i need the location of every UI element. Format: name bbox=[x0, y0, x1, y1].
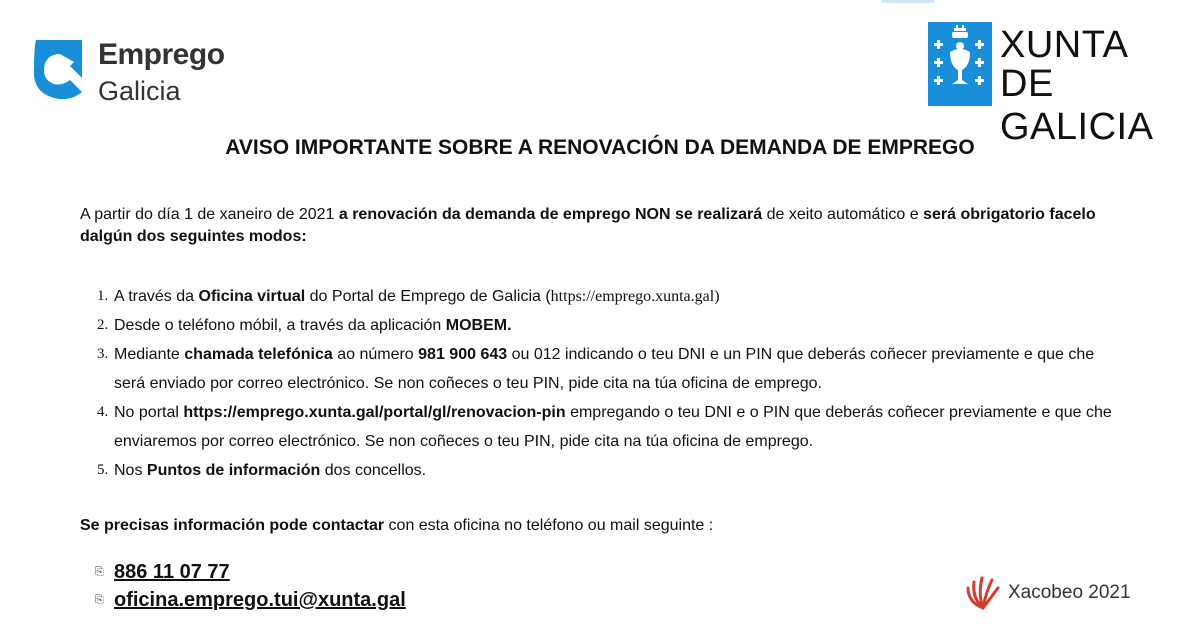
list-item bbox=[80, 311, 1120, 340]
xunta-logo-line2: DE GALICIA bbox=[1000, 63, 1154, 148]
bullet-icon: ⎘ bbox=[95, 566, 104, 578]
list-item-text: empregando o teu DNI e o PIN que deberás coñecer previamente e que che enviaremos por correo electrónico. Se non coñeces o teu PIN, pide cita na túa oficina de emprego. bbox=[114, 404, 1112, 450]
list-item bbox=[80, 282, 1120, 311]
puntos-informacion-label: Puntos de información bbox=[146, 462, 321, 479]
list-item-text: ao número bbox=[332, 346, 419, 363]
list-item bbox=[80, 558, 406, 586]
page-title: AVISO IMPORTANTE SOBRE A RENOVACIÓN DA DEMANDA DE EMPREGO bbox=[225, 136, 975, 159]
list-item-number: 3. bbox=[97, 346, 109, 362]
contact-text: con esta oficina no teléfono ou mail seguinte : bbox=[384, 517, 714, 534]
mobem-app-label: MOBEM. bbox=[445, 317, 512, 334]
intro-text-1: A partir do día 1 de xaneiro de 2021 bbox=[80, 206, 339, 223]
xunta-shield-icon bbox=[928, 22, 992, 106]
xacobeo-logo-text: Xacobeo 2021 bbox=[1008, 582, 1131, 603]
oficina-virtual-label: Oficina virtual bbox=[198, 288, 306, 305]
xacobeo-shell-icon bbox=[964, 574, 1002, 612]
emprego-galicia-logo bbox=[30, 34, 270, 114]
list-item-text: do Portal de Emprego de Galicia ( bbox=[305, 288, 551, 305]
list-item bbox=[80, 586, 406, 614]
list-item-text: dos concellos. bbox=[320, 462, 427, 479]
contact-list bbox=[80, 558, 406, 614]
bullet-icon: ⎘ bbox=[95, 594, 104, 606]
list-item-text: A través da bbox=[114, 288, 199, 305]
list-item-text: ou 012 indicando o teu DNI e un PIN que deberás coñecer previamente e que che será enviado por correo electrónico. Se non coñeces o teu PIN, pide cita na túa oficina de emprego. bbox=[114, 346, 1095, 392]
intro-bold-1: a renovación da demanda de emprego NON se realizará bbox=[338, 206, 763, 223]
list-item-number: 4. bbox=[97, 404, 109, 420]
emprego-logo-line1: Emprego bbox=[98, 38, 225, 71]
portal-url[interactable]: https://emprego.xunta.gal) bbox=[550, 288, 720, 305]
emprego-logo-line2: Galicia bbox=[98, 76, 181, 106]
list-item bbox=[80, 340, 1120, 398]
intro-bold-2: será obrigatorio facelo dalgún dos seguintes modos: bbox=[80, 206, 1096, 245]
list-item bbox=[80, 456, 1120, 485]
renovacion-pin-url[interactable]: https://emprego.xunta.gal/portal/gl/renovacion-pin bbox=[183, 404, 566, 421]
intro-text-2: de xeito automático e bbox=[762, 206, 924, 223]
emprego-logo-mark-icon bbox=[30, 36, 88, 102]
xacobeo-logo bbox=[964, 574, 1164, 614]
list-item-text: Nos bbox=[114, 462, 147, 479]
contact-bold: Se precisas información pode contactar bbox=[80, 517, 385, 534]
list-item-text: No portal bbox=[114, 404, 184, 421]
list-item-text: Desde o teléfono móbil, a través da aplicación bbox=[114, 317, 446, 334]
contact-paragraph bbox=[80, 517, 713, 535]
list-item-text: Mediante bbox=[114, 346, 185, 363]
top-strip bbox=[882, 0, 934, 3]
list-item-number: 1. bbox=[97, 288, 109, 304]
phone-link[interactable]: 886 11 07 77 bbox=[114, 561, 230, 583]
list-item bbox=[80, 398, 1120, 456]
email-link[interactable]: oficina.emprego.tui@xunta.gal bbox=[114, 589, 406, 611]
phone-call-label: chamada telefónica bbox=[184, 346, 333, 363]
intro-paragraph bbox=[80, 204, 1120, 248]
list-item-number: 2. bbox=[97, 317, 109, 333]
phone-number: 981 900 643 bbox=[418, 346, 508, 363]
xunta-de-galicia-logo bbox=[928, 22, 1190, 148]
list-item-number: 5. bbox=[97, 462, 109, 478]
renewal-modes-list bbox=[80, 282, 1120, 485]
xunta-logo-line1: XUNTA bbox=[1000, 24, 1129, 66]
